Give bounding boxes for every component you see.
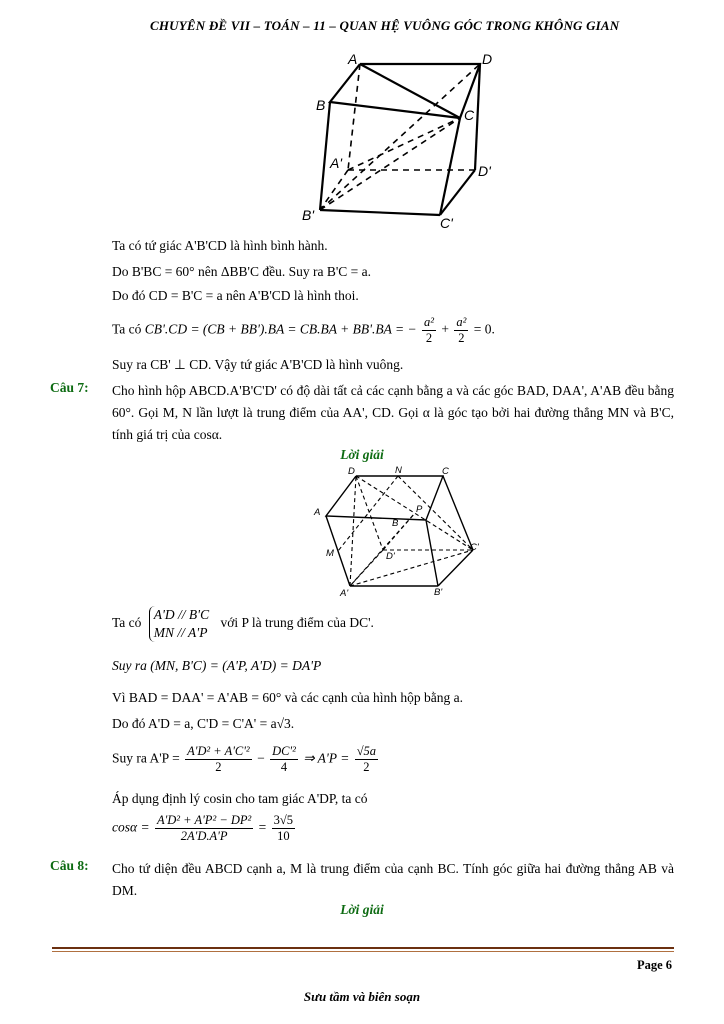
text-line: Áp dụng định lý cosin cho tam giác A'DP, ta có (112, 791, 368, 806)
page-number: Page 6 (636, 958, 672, 972)
svg-text:N: N (395, 465, 402, 476)
svg-text:D': D' (478, 163, 491, 179)
footer-rule (52, 947, 674, 949)
svg-text:C: C (442, 466, 449, 477)
text-line: Suy ra CB' ⊥ CD. Vậy tứ giác A'B'CD là hình vuông. (112, 357, 404, 372)
svg-text:D: D (482, 51, 493, 67)
svg-text:M: M (326, 548, 334, 559)
question-7-label: Câu 7: (50, 380, 89, 395)
question-7-text: Cho hình hộp ABCD.A'B'C'D' có độ dài tất cả các cạnh bằng a và các góc BAD, DAA', A'AB đều bằng 60°. Gọi M, N lần lượt là trung điểm của AA', CD. Gọi α là góc tạo bởi hai đường thẳng MN và B'C, tính giá trị của cosα. (112, 383, 674, 442)
svg-text:A: A (348, 51, 358, 67)
question-8-text: Cho tứ diện đều ABCD cạnh a, M là trung điểm của cạnh BC. Tính góc giữa hai đường thẳng AB và DM. (112, 861, 674, 898)
solution-label: Lời giải (340, 902, 384, 917)
system-line: Ta có A'D // B'C MN // A'P với P là trung điểm của DC'. (112, 607, 374, 640)
svg-text:A': A' (340, 588, 349, 599)
svg-text:B: B (316, 97, 326, 113)
equation-line: cosα = $\frac{\text{A'D² + A'P² − DP²}}{2A'D.A'P}$ = $\frac{3√5}{10}$ (112, 813, 294, 843)
page-header: CHUYÊN ĐỀ VII – TOÁN – 11 – QUAN HỆ VUÔNG GÓC TRONG KHÔNG GIAN (150, 18, 620, 33)
svg-text:B: B (392, 518, 399, 529)
svg-text:P: P (416, 504, 423, 515)
svg-text:A: A (314, 507, 321, 518)
text-line: Do B'BC = 60° nên ΔBB'C đều. Suy ra B'C = a. (112, 264, 371, 279)
svg-text:C': C' (440, 215, 453, 230)
equation-line: Ta có CB'.CD = (CB + BB').BA = CB.BA + BB'.BA = − $\frac{\text{a²}}{2}$ + $\frac{\text{a²}}{2}$ = 0. (112, 315, 495, 345)
svg-text:D': D' (386, 551, 395, 562)
svg-text:B': B' (434, 587, 443, 598)
svg-text:C': C' (470, 542, 479, 553)
footer-rule (52, 951, 674, 952)
svg-text:D: D (348, 466, 355, 477)
equation-line: Suy ra A'P = $\frac{\text{A'D² + A'C'²}}{2}$ − $\frac{\text{DC'²}}{4}$ ⇒ A'P = $\frac{√5a}{2}$ (112, 744, 377, 774)
svg-text:A': A' (330, 155, 343, 171)
figure-parallelepiped-2 (308, 464, 488, 600)
figure-parallelepiped-1 (290, 50, 500, 230)
question-8-label: Câu 8: (50, 858, 89, 873)
svg-text:B': B' (302, 207, 315, 223)
text-line: Suy ra (MN, B'C) = (A'P, A'D) = DA'P (112, 658, 322, 673)
footer-text: Sưu tầm và biên soạn (303, 989, 421, 1004)
solution-label: Lời giải (340, 447, 384, 462)
text-line: Ta có tứ giác A'B'CD là hình bình hành. (112, 238, 328, 253)
text-line: Vì BAD = DAA' = A'AB = 60° và các cạnh của hình hộp bằng a. (112, 690, 464, 705)
text-line: Do đó A'D = a, C'D = C'A' = a√3. (112, 716, 295, 731)
svg-text:C: C (464, 107, 475, 123)
text-line: Do đó CD = B'C = a nên A'B'CD là hình thoi. (112, 288, 359, 303)
